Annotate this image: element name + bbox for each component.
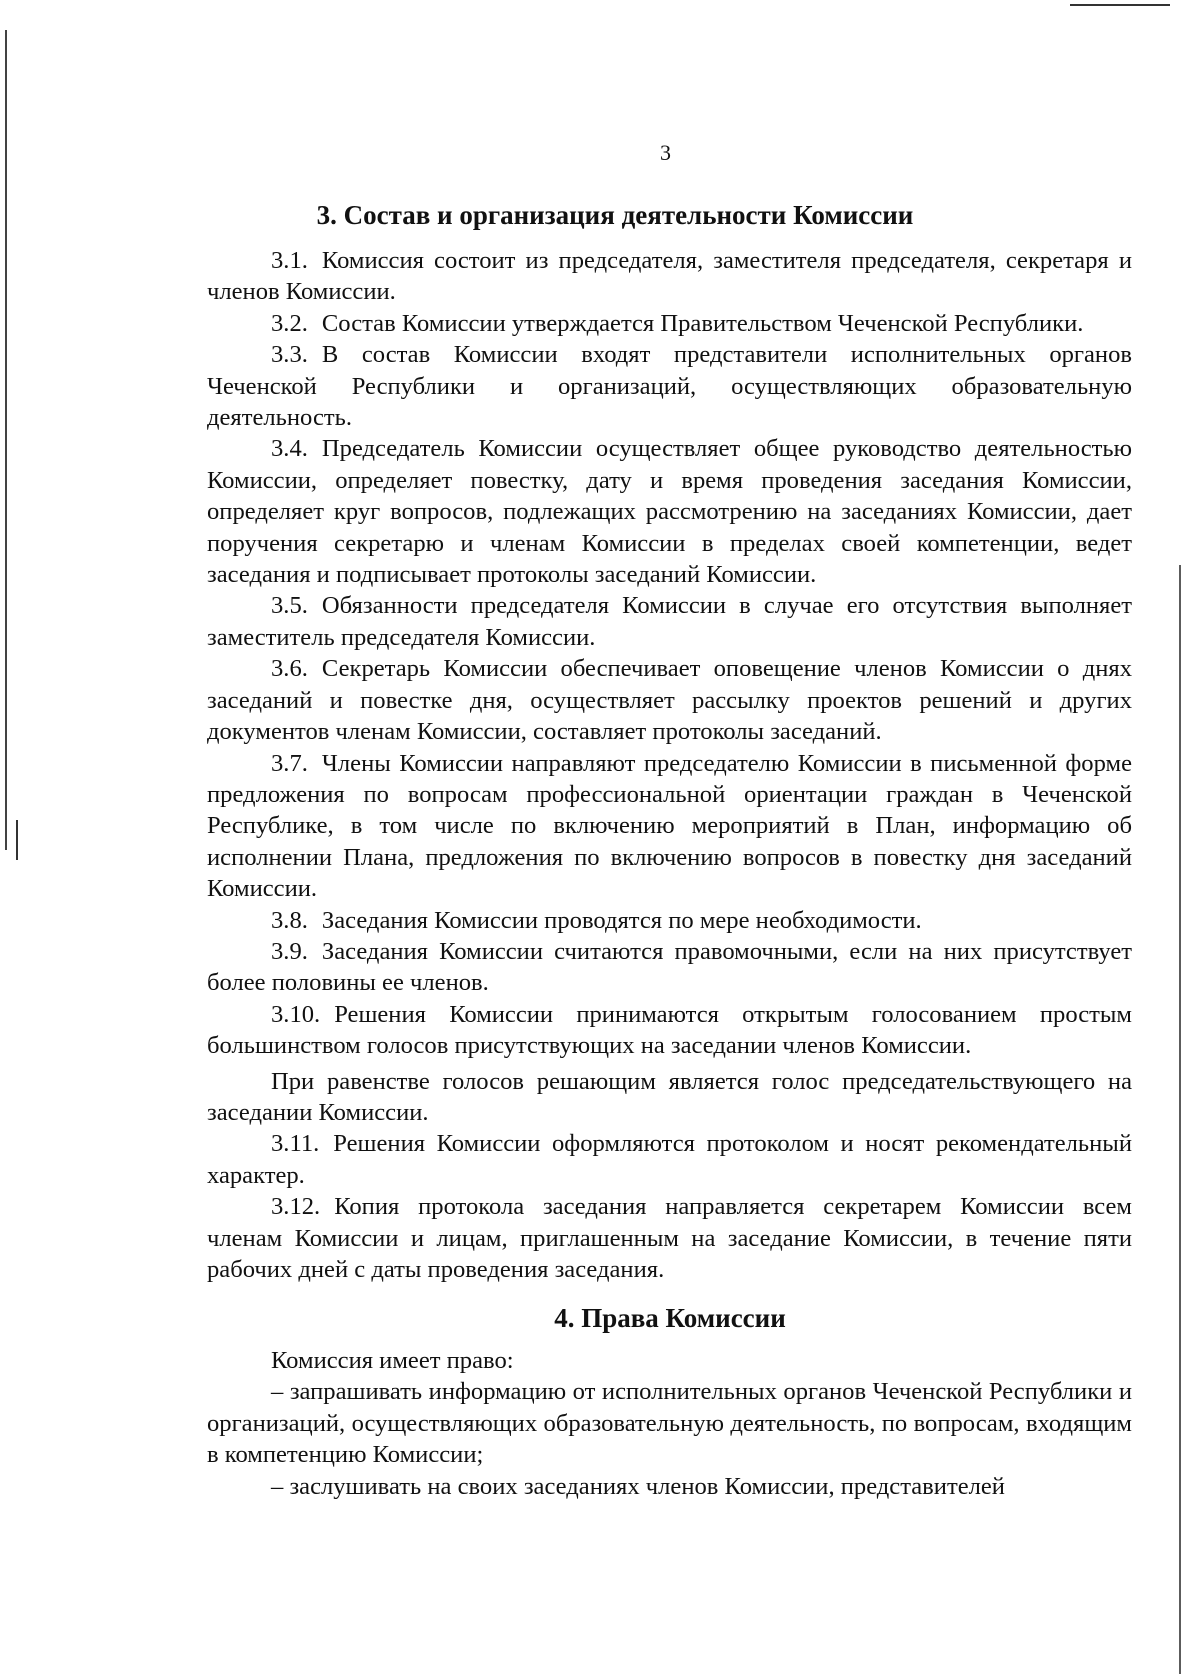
section-3-body xyxy=(207,245,1132,1285)
section-3-heading: 3. Состав и организация деятельности Комиссии xyxy=(316,200,914,230)
scan-edge-left-mark xyxy=(16,820,18,860)
clause-3-10-continued: При равенстве голосов решающим является голос председательствующего на заседании Комиссии. xyxy=(207,1067,1132,1126)
clause-3-4: 3.4. Председатель Комиссии осуществляет общее руководство деятельностью Комиссии, определяет повестку, дату и время проведения заседания Комиссии, определяет круг вопросов, подлежащих рассмотрению на заседаниях Комиссии, дает поручения секретарю и членам Комиссии в пределах своей компетенции, ведет заседания и подписывает протоколы заседаний Комиссии. xyxy=(207,435,1132,589)
clause-3-7: 3.7. Члены Комиссии направляют председателю Комиссии в письменной форме предложения по вопросам профессиональной ориентации граждан в Чеченской Республике, в том числе по включению мероприятий в План, информацию об исполнении Плана, предложения по включению вопросов в повестку дня заседаний Комиссии. xyxy=(207,749,1132,903)
scan-edge-top xyxy=(1070,4,1170,6)
clause-3-12: 3.12. Копия протокола заседания направляется секретарем Комиссии всем членам Комиссии и лицам, приглашенным на заседание Комиссии, в течение пяти рабочих дней с даты проведения заседания. xyxy=(207,1193,1132,1283)
page-number: 3 xyxy=(660,140,671,165)
clause-3-8: 3.8. Заседания Комиссии проводятся по мере необходимости. xyxy=(271,906,922,934)
right-item: – запрашивать информацию от исполнительных органов Чеченской Республики и организаций, осуществляющих образовательную деятельность, по вопросам, входящим в компетенцию Комиссии; xyxy=(207,1378,1132,1469)
clause-3-11: 3.11. Решения Комиссии оформляются протоколом и носят рекомендательный характер. xyxy=(207,1130,1132,1189)
clause-3-2: 3.2. Состав Комиссии утверждается Правительством Чеченской Республики. xyxy=(271,309,1084,337)
section-4-intro: Комиссия имеет право: xyxy=(271,1347,514,1374)
right-item: – заслушивать на своих заседаниях членов Комиссии, представителей xyxy=(271,1472,1005,1500)
scan-edge-right xyxy=(1179,565,1181,1674)
scan-edge-left xyxy=(5,30,7,850)
clause-3-5: 3.5. Обязанности председателя Комиссии в случае его отсутствия выполняет заместитель председателя Комиссии. xyxy=(207,592,1132,651)
clause-3-10: 3.10. Решения Комиссии принимаются открытым голосованием простым большинством голосов присутствующих на заседании членов Комиссии. xyxy=(207,1000,1132,1060)
section-4-heading: 4. Права Комиссии xyxy=(554,1303,786,1333)
section-4-body xyxy=(207,1345,1132,1502)
clause-3-9: 3.9. Заседания Комиссии считаются правомочными, если на них присутствует более половины ее членов. xyxy=(207,937,1132,997)
clause-3-3: 3.3. В состав Комиссии входят представители исполнительных органов Чеченской Республики и организаций, осуществляющих образовательную деятельность. xyxy=(207,341,1132,432)
clause-3-6: 3.6. Секретарь Комиссии обеспечивает оповещение членов Комиссии о днях заседаний и повестке дня, осуществляет рассылку проектов решений и других документов членам Комиссии, составляет протоколы заседаний. xyxy=(207,655,1132,746)
clause-3-1: 3.1. Комиссия состоит из председателя, заместителя председателя, секретаря и членов Комиссии. xyxy=(207,247,1132,306)
